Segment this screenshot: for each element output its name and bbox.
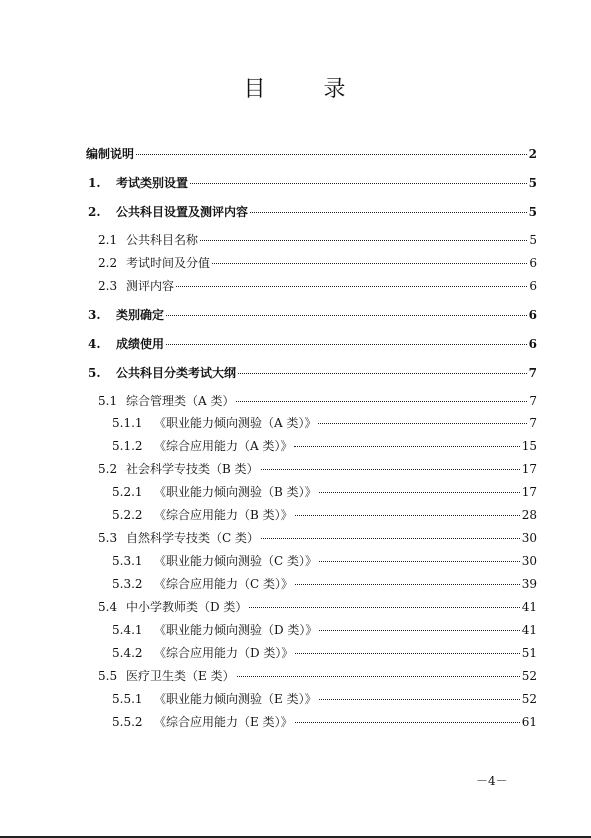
toc-entry[interactable] [112,576,537,592]
toc-entry-page: 6 [528,308,537,322]
toc-entry[interactable] [88,175,537,191]
toc-entry-page: 41 [521,623,537,637]
toc-entry-number: 5.5.1 [112,692,143,706]
toc-entry[interactable] [98,530,537,546]
toc-entry[interactable] [98,255,537,271]
toc-entry-label: 《职业能力倾向测验（C 类）》 [154,554,317,568]
toc-dot-leader [166,315,527,316]
toc-dot-leader [294,446,519,447]
toc-entry-label: 《综合应用能力（E 类）》 [154,715,293,729]
toc-dot-leader [200,240,527,241]
toc-entry[interactable] [112,691,537,707]
toc-entry-label: 《综合应用能力（B 类）》 [154,508,293,522]
title-char-2: 录 [323,77,348,102]
toc-entry[interactable] [88,336,537,352]
title-char-1: 目 [243,77,268,102]
toc-entry[interactable] [86,146,537,162]
toc-entry-page: 17 [521,485,537,499]
toc-entry-label: 中小学教师类（D 类） [126,600,248,614]
toc-entry-label: 编制说明 [86,147,135,161]
toc-entry-label: 《综合应用能力（D 类）》 [154,646,294,660]
toc-entry[interactable] [112,553,537,569]
toc-entry-label: 类别确定 [116,308,165,322]
toc-entry-page: 6 [529,256,537,270]
toc-dot-leader [237,676,520,677]
toc-entry[interactable] [98,668,537,684]
toc-entry-page: 30 [521,531,537,545]
toc-entry-label: 《职业能力倾向测验（D 类）》 [154,623,318,637]
toc-entry[interactable] [88,365,537,381]
toc-dot-leader [166,344,527,345]
toc-entry-number: 5.5.2 [112,715,143,729]
page-title [0,72,591,103]
toc-dot-leader [319,699,520,700]
toc-entry-page: 5 [529,233,537,247]
toc-entry-label: 《职业能力倾向测验（E 类）》 [154,692,317,706]
toc-entry-page: 6 [529,279,537,293]
toc-entry-page: 7 [529,416,537,430]
toc-entry-number: 5.3.1 [112,554,143,568]
toc-entry-page: 52 [521,692,537,706]
toc-dot-leader [295,653,519,654]
toc-entry[interactable] [112,622,537,638]
toc-entry-page: 6 [528,337,537,351]
toc-dot-leader [319,492,520,493]
toc-dot-leader [295,722,520,723]
toc-entry-number: 2.3 [98,279,118,293]
toc-dot-leader [176,286,527,287]
toc-entry-number: 2. [88,205,101,219]
toc-entry-label: 《综合应用能力（A 类）》 [154,439,293,453]
toc-entry-label: 公共科目设置及测评内容 [116,205,249,219]
toc-entry[interactable] [112,484,537,500]
toc-entry-number: 5.4.1 [112,623,143,637]
toc-entry-page: 61 [521,715,537,729]
toc-dot-leader [295,584,520,585]
toc-dot-leader [212,263,527,264]
toc-entry-page: 30 [521,554,537,568]
toc-entry-label: 《职业能力倾向测验（A 类）》 [154,416,317,430]
toc-entry-number: 5. [88,366,101,380]
toc-dot-leader [250,212,527,213]
toc-entry-label: 成绩使用 [116,337,165,351]
toc-entry-number: 5.1 [98,394,118,408]
toc-entry-page: 28 [521,508,537,522]
toc-entry-label: 《综合应用能力（C 类）》 [154,577,293,591]
toc-dot-leader [136,154,527,155]
toc-entry-number: 5.3 [98,531,118,545]
toc-entry[interactable] [88,307,537,323]
toc-entry-label: 考试时间及分值 [126,256,211,270]
toc-entry-page: 17 [521,462,537,476]
toc-entry-label: 公共科目名称 [126,233,199,247]
toc-entry[interactable] [88,204,537,220]
toc-entry[interactable] [112,714,537,730]
toc-dot-leader [261,538,520,539]
toc-entry-page: 15 [521,439,537,453]
toc-entry-label: 公共科目分类考试大纲 [116,366,237,380]
toc-entry-page: 7 [528,366,537,380]
toc-entry-page: 51 [521,646,537,660]
toc-entry-number: 5.1.2 [112,439,143,453]
toc-entry-number: 5.2 [98,462,118,476]
toc-entry-page: 52 [521,669,537,683]
toc-entry-page: 5 [528,205,537,219]
toc-entry-number: 5.5 [98,669,118,683]
toc-dot-leader [190,183,527,184]
toc-dot-leader [249,607,519,608]
toc-entry-page: 39 [521,577,537,591]
toc-entry-number: 5.4 [98,600,118,614]
toc-entry-number: 5.3.2 [112,577,143,591]
toc-dot-leader [238,373,527,374]
toc-entry[interactable] [112,415,537,431]
toc-entry-number: 3. [88,308,101,322]
toc-dot-leader [261,469,520,470]
toc-entry-number: 1. [88,176,101,190]
toc-entry-page: 41 [521,600,537,614]
toc-entry-number: 5.2.2 [112,508,143,522]
toc-entry-label: 自然科学专技类（C 类） [126,531,259,545]
toc-entry-number: 5.4.2 [112,646,143,660]
toc-entry[interactable] [98,461,537,477]
toc-entry[interactable] [112,507,537,523]
toc-entry[interactable] [112,438,537,454]
toc-entry-page: 2 [528,147,537,161]
page-number: －4－ [476,774,508,788]
toc-dot-leader [236,401,527,402]
toc-entry[interactable] [98,232,537,248]
toc-dot-leader [319,561,520,562]
toc-entry-page: 7 [529,394,537,408]
toc-dot-leader [295,515,520,516]
toc-entry-label: 测评内容 [126,279,175,293]
toc-entry-label: 综合管理类（A 类） [126,394,235,408]
toc-entry-label: 社会科学专技类（B 类） [126,462,259,476]
toc-entry[interactable] [98,599,537,615]
toc-entry-label: 医疗卫生类（E 类） [126,669,235,683]
toc-entry[interactable] [98,393,537,409]
toc-entry-number: 2.2 [98,256,118,270]
toc-entry-number: 4. [88,337,101,351]
toc-entry-number: 5.2.1 [112,485,143,499]
toc-entry[interactable] [112,645,537,661]
toc-entry-label: 考试类别设置 [116,176,189,190]
toc-dot-leader [318,423,527,424]
toc-entry-number: 2.1 [98,233,118,247]
toc-entry-number: 5.1.1 [112,416,143,430]
toc-entry-page: 5 [528,176,537,190]
toc-dot-leader [319,630,519,631]
toc-entry[interactable] [98,278,537,294]
toc-entry-label: 《职业能力倾向测验（B 类）》 [154,485,317,499]
